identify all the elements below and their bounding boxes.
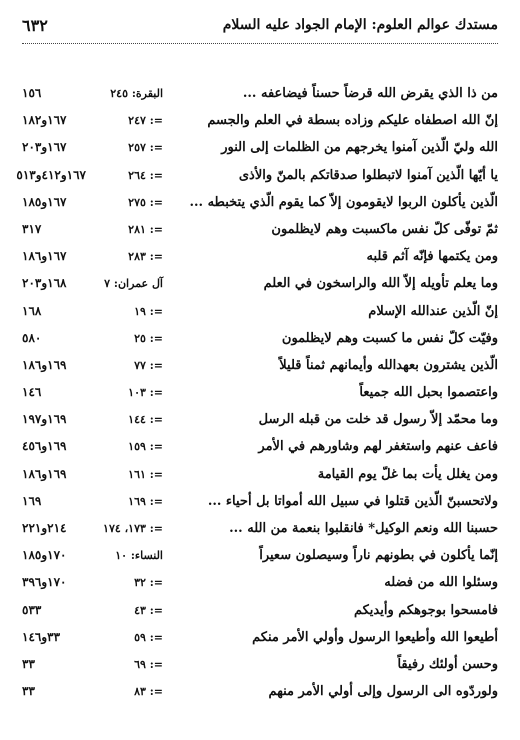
index-row [22, 189, 498, 216]
verse-text: ومن يكتمها فإنّه آثم قلبه [366, 249, 498, 265]
page-references: ١٦٩ [22, 493, 42, 508]
page-references: ٥٨٠ [22, 330, 42, 345]
verse-reference: =: ١٦٩ [128, 494, 163, 508]
page-references: ١٦٧و٢٠٣ [22, 140, 67, 155]
verse-text: إنّ الّذين عندالله الإسلام [368, 303, 498, 319]
verse-reference: آل عمران: ٧ [104, 277, 163, 291]
verse-text: إنّما يأكلون في بطونهم ناراً وسيصلون سعيراً [259, 548, 498, 564]
index-row [22, 80, 498, 107]
verse-reference: البقرة: ٢٤٥ [110, 87, 163, 100]
index-row [22, 134, 498, 161]
verse-reference: =: ٥٩ [134, 630, 163, 644]
verse-text: فاعف عنهم واستغفر لهم وشاورهم في الأمر [258, 439, 498, 455]
index-row [22, 352, 498, 379]
page-references: ٣٣ [22, 656, 35, 671]
verse-reference: =: ١٤٤ [128, 413, 163, 427]
page-references: ١٦٧و١٨٥ [22, 194, 67, 209]
verse-reference: =: ١٩ [134, 304, 163, 318]
page-references: ١٥٦ [22, 86, 42, 100]
index-row [22, 488, 498, 515]
index-row [22, 298, 498, 325]
verse-text: ولاتحسبنّ الّذين قتلوا في سبيل الله أمواتا بل أحياء ... [207, 493, 498, 509]
verse-text: وسئلوا الله من فضله [384, 575, 498, 591]
index-row [22, 515, 498, 542]
verse-text: يا أيّها الّذين آمنوا لاتبطلوا صدقاتكم بالمنّ والأذى [238, 167, 498, 183]
verse-reference: =: ٢٥٧ [128, 141, 163, 155]
index-row [22, 433, 498, 460]
verse-reference: =: ٤٣ [134, 603, 163, 617]
page-references: ١٦٩و١٨٦ [22, 357, 67, 372]
index-row [16, 162, 498, 189]
verse-text: ولوردّوه الى الرسول وإلى أولي الأمر منهم [268, 684, 498, 700]
verse-reference: =: ٢٤٧ [128, 114, 163, 128]
verse-text: ثمّ توفّى كلّ نفس ماكسبت وهم لايظلمون [271, 221, 498, 237]
verse-reference: =: ٧٧ [134, 358, 163, 372]
verse-text: حسبنا الله ونعم الوكيل* فانقلبوا بنعمة من الله ... [229, 521, 498, 536]
verse-text: من ذا الذي يقرض الله قرضاً حسناً فيضاعفه ... [242, 86, 498, 101]
index-row [22, 107, 498, 134]
index-row [22, 461, 498, 488]
page-references: ١٧٠و١٨٥ [22, 548, 67, 563]
page-references: ٣١٧ [22, 221, 42, 236]
verse-text: إنّ الله اصطفاه عليكم وزاده بسطة في العلم والجسم [207, 113, 498, 129]
verse-text: أطيعوا الله وأطيعوا الرسول وأولي الأمر منكم [252, 629, 498, 645]
verse-reference: =: ٣٢ [134, 576, 163, 590]
page-references: ٥٣٣ [22, 602, 42, 617]
index-row [22, 406, 498, 433]
index-row [22, 624, 498, 651]
page-references: ١٦٧و١٨٦ [22, 249, 67, 264]
verse-reference: =: ٢٦٤ [128, 168, 163, 182]
verse-reference: =: ١٥٩ [128, 440, 163, 454]
verse-text: فامسحوا بوجوهكم وأيديكم [353, 602, 498, 618]
page-references: ١٤٦ [22, 385, 42, 400]
page-references: ١٦٩و٤٥٦ [22, 439, 67, 454]
index-row [22, 379, 498, 406]
page-references: ١٦٨ [22, 303, 42, 318]
running-title: مستدك عوالم العلوم: الإمام الجواد عليه السلام [222, 17, 498, 33]
index-row [22, 270, 498, 297]
verse-text: ومن يغلل يأت بما غلّ يوم القيامة [317, 466, 498, 482]
page-references: ١٧٠و٣٩٦ [22, 575, 67, 590]
page-number: ٦٣٢ [22, 15, 48, 35]
verse-reference: =: ١٧٣، ١٧٤ [103, 522, 163, 535]
page-references: ١٦٧و٤١٢و٥١٣ [16, 167, 86, 182]
verse-reference: =: ٢٥ [134, 331, 163, 345]
page-references: ١٦٨و٢٠٣ [22, 276, 67, 291]
index-row [22, 569, 498, 596]
verse-text: وما يعلم تأويله إلاّ الله والراسخون في العلم [263, 276, 498, 292]
page-references: ١٦٩و١٩٧ [22, 412, 67, 427]
verse-text: الله وليّ الّذين آمنوا يخرجهم من الظلمات إلى النور [221, 140, 498, 156]
verse-text: الّذين يشترون بعهدالله وأيمانهم ثمناً قليلاً [279, 357, 498, 373]
index-row [22, 325, 498, 352]
index-row [22, 597, 498, 624]
page-references: ١٦٧و١٨٢ [22, 113, 67, 128]
page-references: ٣٣ [22, 684, 35, 699]
verse-text: واعتصموا بحبل الله جميعاً [359, 385, 498, 401]
verse-reference: =: ١٠٣ [128, 386, 163, 400]
page-header [22, 12, 498, 38]
index-row [22, 216, 498, 243]
index-row [22, 651, 498, 678]
page-references: ٢١٤و٢٢١ [22, 521, 67, 535]
verse-reference: =: ٦٩ [134, 657, 163, 671]
verse-reference: =: ٨٣ [134, 685, 163, 699]
page-references: ٣٣و١٤٦ [22, 629, 61, 644]
verse-text: وحسن أولئك رفيقاً [397, 656, 498, 672]
header-divider [22, 43, 498, 44]
verse-text: وفيّت كلّ نفس ما كسبت وهم لايظلمون [281, 330, 498, 346]
index-row [22, 542, 498, 569]
page-references: ١٦٩و١٨٦ [22, 466, 67, 481]
verse-reference: =: ٢٨١ [128, 222, 163, 236]
verse-reference: النساء: ١٠ [115, 549, 163, 563]
verse-index-list [16, 80, 498, 705]
index-row [22, 678, 498, 705]
verse-text: الّذين يأكلون الربوا لايقومون إلاّ كما يقوم الّذي يتخبطه ... [189, 194, 498, 210]
verse-text: وما محمّد إلاّ رسول قد خلت من قبله الرسل [258, 412, 498, 428]
verse-reference: =: ٢٨٣ [128, 250, 163, 264]
index-row [22, 243, 498, 270]
verse-reference: =: ٢٧٥ [128, 195, 163, 209]
verse-reference: =: ١٦١ [128, 467, 163, 481]
